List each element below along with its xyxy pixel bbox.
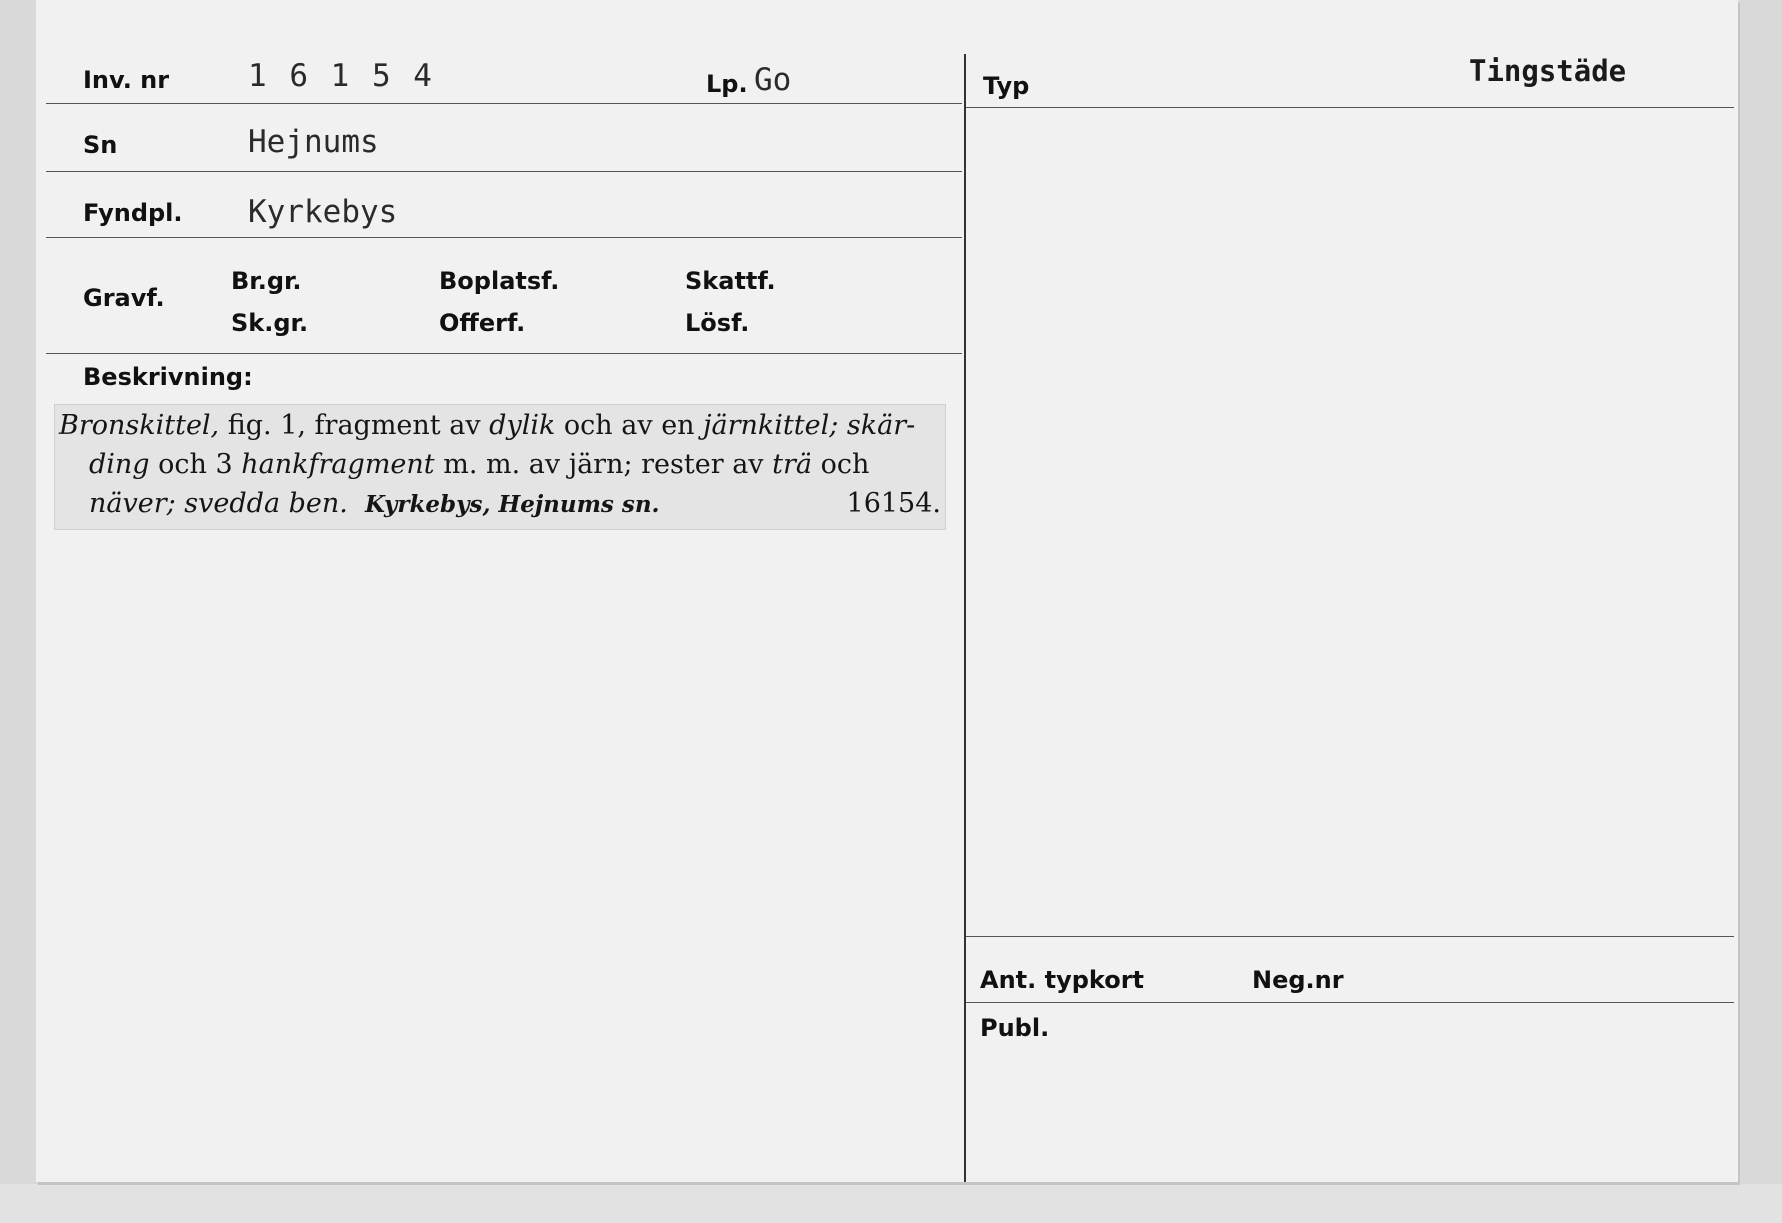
description-run: och 3 (149, 449, 242, 480)
offerf-label: Offerf. (439, 309, 526, 337)
beskrivning-label: Beskrivning: (83, 363, 253, 391)
description-inv-number: 16154. (846, 488, 941, 519)
sn-value: Hejnums (248, 124, 379, 160)
fyndpl-label: Fyndpl. (83, 199, 183, 227)
negnr-label: Neg.nr (1252, 966, 1344, 994)
description-line-3 (89, 485, 660, 524)
row-divider (46, 171, 962, 172)
description-line-2 (89, 446, 869, 484)
brgr-label: Br.gr. (231, 267, 302, 295)
description-run: och (812, 449, 870, 480)
description-run: järnkittel; skär- (703, 410, 916, 441)
description-line-1 (59, 407, 915, 445)
ant-typkort-label: Ant. typkort (980, 966, 1145, 994)
catalog-card (36, 0, 1738, 1182)
description-run: och av en (555, 410, 704, 441)
skattf-label: Skattf. (685, 267, 776, 295)
description-run: dylik (489, 410, 556, 441)
row-divider (966, 936, 1734, 937)
scan-background-strip (0, 1184, 1782, 1223)
lp-label: Lp. (706, 70, 748, 98)
boplatsf-label: Boplatsf. (439, 267, 560, 295)
typ-label: Typ (983, 72, 1030, 100)
row-divider (46, 103, 962, 104)
description-run: trä (772, 449, 812, 480)
description-run: hankfragment (241, 449, 435, 480)
description-run: ding (89, 449, 150, 480)
losf-label: Lösf. (685, 309, 750, 337)
publ-label: Publ. (980, 1014, 1050, 1042)
description-run: fig. 1, fragment av (219, 410, 490, 441)
row-divider (46, 353, 962, 354)
skgr-label: Sk.gr. (231, 309, 309, 337)
description-slip (54, 404, 946, 530)
sn-label: Sn (83, 131, 118, 159)
description-run: näver; svedda ben. (89, 488, 348, 519)
row-divider (46, 237, 962, 238)
description-run (348, 488, 365, 519)
column-divider (964, 54, 966, 1182)
inv-nr-label: Inv. nr (83, 66, 170, 94)
description-run: Bronskittel, (59, 410, 220, 441)
description-run: Kyrkebys, Hejnums sn. (365, 491, 660, 518)
description-run: m. m. av järn; rester av (434, 449, 773, 480)
row-divider (966, 107, 1734, 108)
row-divider (966, 1002, 1734, 1003)
gravf-label: Gravf. (83, 284, 165, 312)
lp-value: Go (754, 62, 792, 98)
typ-value: Tingstäde (1469, 54, 1627, 88)
fyndpl-value: Kyrkebys (248, 194, 398, 230)
inv-nr-value: 1 6 1 5 4 (248, 58, 434, 94)
